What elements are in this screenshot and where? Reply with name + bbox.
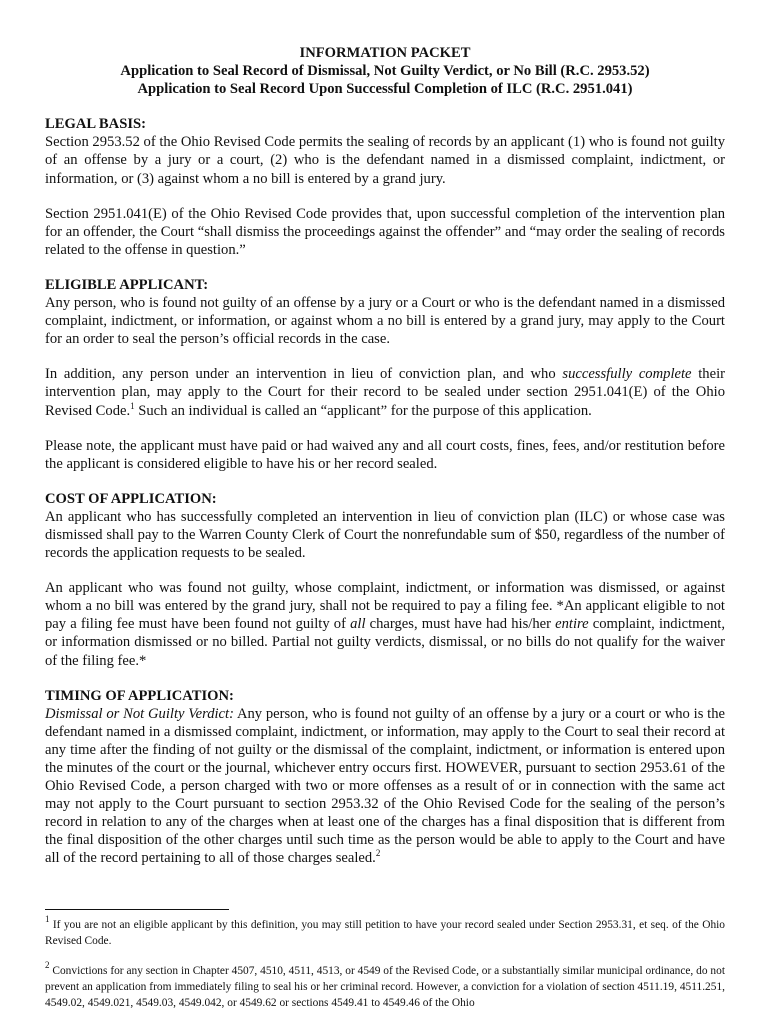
cost-p2-text-a: An applicant who was found not guilty, whose complaint, indictment, or information was dismissed, or against whom a no bill was entered by the grand jury, shall not be required to pay a filing fee. *An applicant eligible to not pay a filing fee must have been found not guilty of xyxy=(45,580,725,633)
legal-basis-paragraph-2: Section 2951.041(E) of the Ohio Revised Code provides that, upon successful completion of the intervention plan for an offender, the Court “shall dismiss the proceedings against the offender” and “may order the sealing of records related to the offense in question.” xyxy=(45,205,725,258)
footnotes xyxy=(45,914,725,1011)
document-title: INFORMATION PACKET xyxy=(299,45,471,61)
footnote-divider xyxy=(45,909,229,910)
cost-paragraph-2 xyxy=(45,579,725,669)
footnote-ref-1: 1 xyxy=(130,400,135,411)
footnote-1-text: If you are not an eligible applicant by this definition, you may still petition to have your record sealed under Section 2953.31, et seq. of the Ohio Revised Code. xyxy=(45,919,725,947)
timing-paragraph-1 xyxy=(45,705,725,868)
subtitle-line-2: Application to Seal Record Upon Successful Completion of ILC (R.C. 2951.041) xyxy=(137,81,633,98)
cost-p2-emphasis-entire: entire xyxy=(555,616,589,633)
footnote-2-text: Convictions for any section in Chapter 4507, 4510, 4511, 4513, or 4549 of the Revised Code, or a substantially similar municipal ordinance, do not prevent an application from immediately filing to seal his or her criminal record. However, a conviction for a violation of section 4511.19, 4511.251, 4549.02, 4549.021, 4549.03, 4549.042, or 4549.62 or sections 4549.41 to 4549.46 of the Ohio xyxy=(45,965,725,1009)
subtitle-line-1: Application to Seal Record of Dismissal, Not Guilty Verdict, or No Bill (R.C. 2953.52) xyxy=(120,63,650,80)
eligible-p2-emphasis: successfully complete xyxy=(562,366,692,383)
eligible-paragraph-3: Please note, the applicant must have paid or had waived any and all court costs, fines, fees, and/or restitution before the applicant is considered eligible to have his or her record sealed. xyxy=(45,437,725,472)
cost-p2-text-c: complaint, indictment, or information dismissed or no billed. Partial not guilty verdicts, dismissal, or no bills do not qualify for the waiver of the filing fee.* xyxy=(45,616,726,669)
cost-heading: COST OF APPLICATION: xyxy=(45,490,217,507)
document-body xyxy=(45,44,725,868)
footnote-2 xyxy=(45,960,725,1011)
eligible-p2-text-c: Such an individual is called an “applicant” for the purpose of this application. xyxy=(134,402,592,419)
footnote-1-number: 1 xyxy=(45,914,50,924)
timing-heading: TIMING OF APPLICATION: xyxy=(45,687,234,704)
eligible-paragraph-1: Any person, who is found not guilty of an offense by a jury or a Court or who is the defendant named in a dismissed complaint, indictment, or information, or against whom a no bill is entered by a grand jury, may apply to the Court for an order to seal the person’s official records in the case. xyxy=(45,295,725,348)
cost-p2-text-b: charges, must have had his/her xyxy=(365,616,556,633)
eligible-paragraph-2 xyxy=(45,365,725,419)
footnote-2-number: 2 xyxy=(45,960,50,970)
eligible-applicant-heading: ELIGIBLE APPLICANT: xyxy=(45,276,209,293)
footnote-1 xyxy=(45,914,725,949)
footnote-ref-2: 2 xyxy=(375,848,381,859)
eligible-p2-text-a: In addition, any person under an intervention in lieu of conviction plan, and who xyxy=(45,366,563,383)
cost-p2-emphasis-all: all xyxy=(350,616,366,633)
timing-p1-emphasis: Dismissal or Not Guilty Verdict: xyxy=(45,705,234,722)
legal-basis-heading: LEGAL BASIS: xyxy=(45,116,146,133)
legal-basis-paragraph-1: Section 2953.52 of the Ohio Revised Code permits the sealing of records by an applicant (1) who is found not guilty of an offense by a jury or a court, (2) who is the defendant named in a dismissed complaint, indictment, or information, or (3) against whom a no bill is entered by a grand jury. xyxy=(45,134,725,187)
document-header xyxy=(45,44,725,98)
timing-p1-text: Any person, who is found not guilty of an offense by a jury or a court or who is the defendant named in a dismissed complaint, indictment, or information, may apply to the Court to seal their record at any time after the finding of not guilty or the dismissal of the complaint, indictment, or information is entered upon the minutes of the court or the journal, whichever entry occurs first. HOWEVER, pursuant to section 2953.61 of the Ohio Revised Code, a person charged with two or more offenses as a result of or in connection with the same act may not apply to the Court pursuant to section 2953.32 of the Ohio Revised Code for the sealing of the person’s record in relation to any of the charges when at least one of the charges has a final disposition that is different from the final disposition of the other charges until such time as the person would be able to apply to the Court and have all of the record pertaining to all of those charges sealed. xyxy=(45,705,725,867)
cost-paragraph-1: An applicant who has successfully completed an intervention in lieu of conviction plan (ILC) or whose case was dismissed shall pay to the Warren County Clerk of Court the nonrefundable sum of $50, regardless of the number of records the application requests to be sealed. xyxy=(45,508,725,562)
eligible-p2-text-b: their intervention plan, may apply to the Court for their record to be sealed under section 2951.041(E) of the Ohio Revised Code. xyxy=(45,366,725,419)
